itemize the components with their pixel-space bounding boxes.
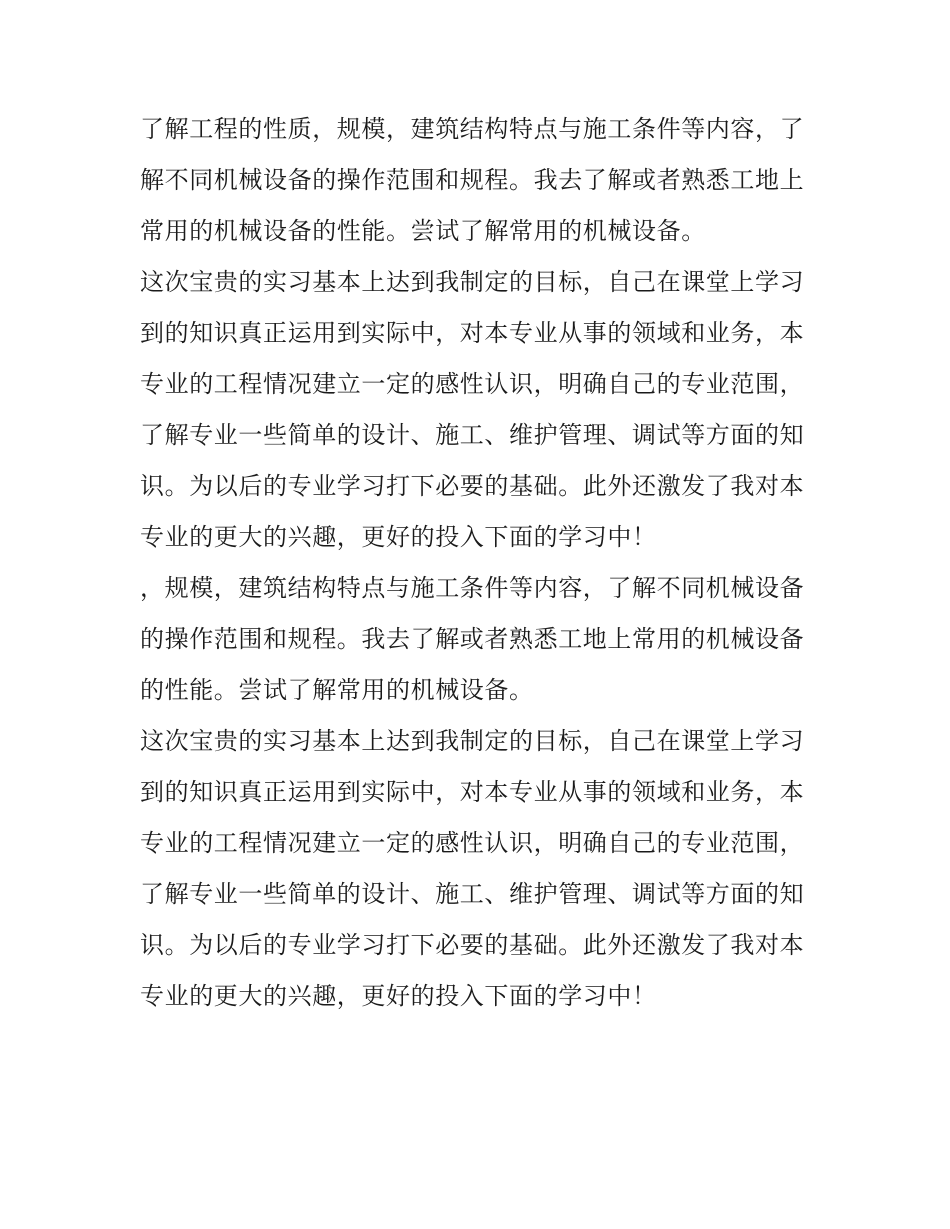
text-line: 的性能。尝试了解常用的机械设备。 [140,676,534,704]
text-line: 了解专业一些简单的设计、施工、维护管理、调试等方面的知 [140,880,805,908]
text-line: 这次宝贵的实习基本上达到我制定的目标，自己在课堂上学习 [140,268,805,296]
text-line: 的操作范围和规程。我去了解或者熟悉工地上常用的机械设备 [140,625,805,653]
text-line: 了解专业一些简单的设计、施工、维护管理、调试等方面的知 [140,421,805,449]
text-line: 了解工程的性质，规模，建筑结构特点与施工条件等内容，了 [140,115,805,143]
text-line: 常用的机械设备的性能。尝试了解常用的机械设备。 [140,217,706,245]
text-line: 到的知识真正运用到实际中，对本专业从事的领域和业务，本 [140,319,805,347]
text-line: 到的知识真正运用到实际中，对本专业从事的领域和业务，本 [140,778,805,806]
document-body [140,104,812,1022]
text-line: 这次宝贵的实习基本上达到我制定的目标，自己在课堂上学习 [140,727,805,755]
text-line: 识。为以后的专业学习打下必要的基础。此外还激发了我对本 [140,472,805,500]
text-line: 专业的更大的兴趣，更好的投入下面的学习中！ [140,982,657,1010]
text-line: 专业的工程情况建立一定的感性认识，明确自己的专业范围， [140,829,805,857]
text-line: 专业的更大的兴趣，更好的投入下面的学习中！ [140,523,657,551]
text-line: 识。为以后的专业学习打下必要的基础。此外还激发了我对本 [140,931,805,959]
text-line: ，规模，建筑结构特点与施工条件等内容，了解不同机械设备 [140,574,805,602]
text-line: 解不同机械设备的操作范围和规程。我去了解或者熟悉工地上 [140,166,805,194]
text-line: 专业的工程情况建立一定的感性认识，明确自己的专业范围， [140,370,805,398]
